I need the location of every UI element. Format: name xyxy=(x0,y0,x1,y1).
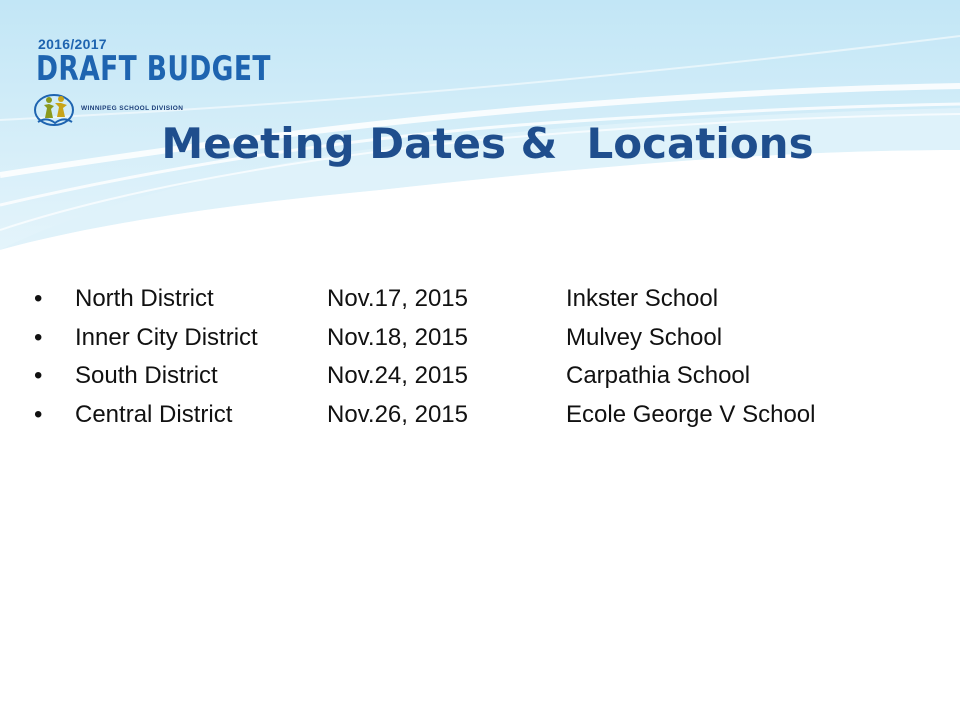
meeting-date: Nov.18, 2015 xyxy=(327,323,468,351)
logo-year: 2016/2017 xyxy=(38,36,107,52)
bullet: • xyxy=(34,285,43,312)
meeting-date: Nov.24, 2015 xyxy=(327,362,468,389)
meeting-location: Ecole George V School xyxy=(566,400,816,428)
district-name: South District xyxy=(75,362,218,389)
bullet: • xyxy=(34,400,43,428)
bullet: • xyxy=(34,362,43,389)
district-name: North District xyxy=(75,285,214,312)
meeting-date: Nov.17, 2015 xyxy=(327,285,468,312)
logo-title: DRAFT BUDGET xyxy=(36,49,271,89)
meeting-location: Inkster School xyxy=(566,285,719,312)
logo-division-name: WINNIPEG SCHOOL DIVISION xyxy=(81,105,184,112)
district-name: Inner City District xyxy=(75,323,258,351)
bullet: • xyxy=(34,323,43,351)
meeting-date: Nov.26, 2015 xyxy=(327,400,468,428)
meeting-location: Mulvey School xyxy=(566,323,723,351)
district-name: Central District xyxy=(75,400,233,428)
page-title: Meeting Dates & Locations xyxy=(161,119,814,168)
meeting-location: Carpathia School xyxy=(566,362,751,389)
